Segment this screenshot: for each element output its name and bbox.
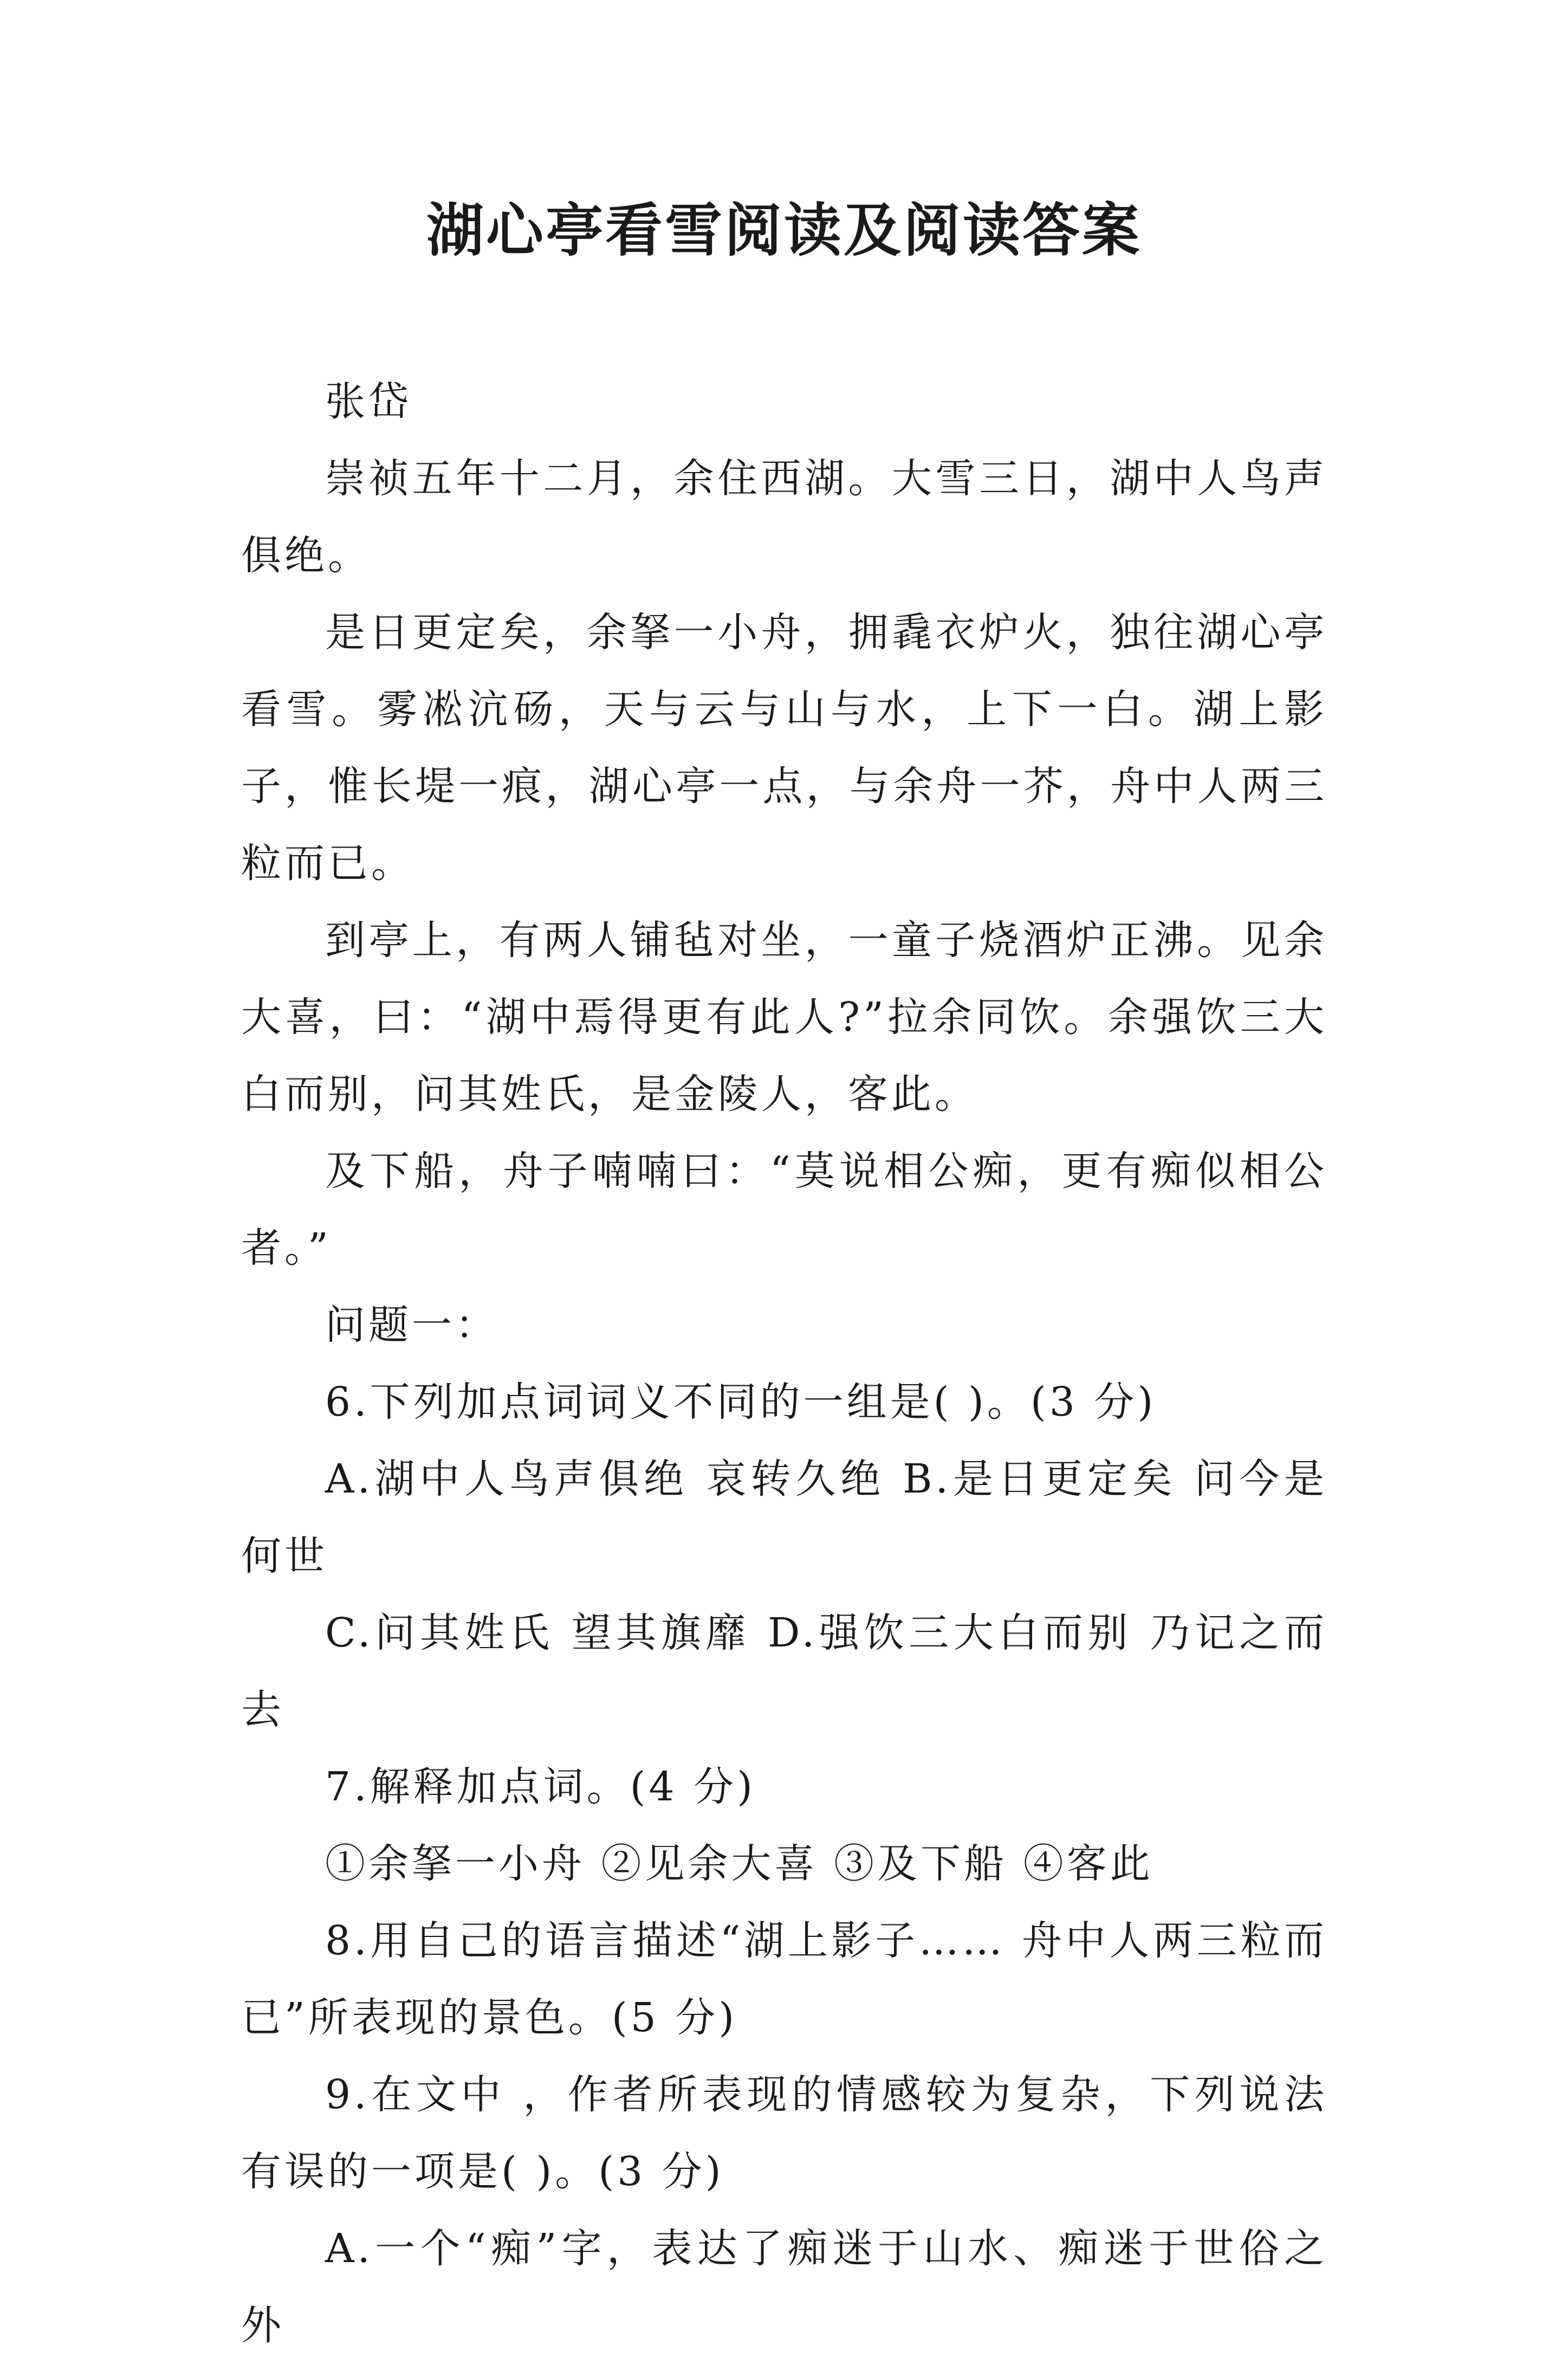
- question-9: 9.在文中 ，作者所表现的情感较为复杂，下列说法有误的一项是( )。(3 分): [241, 2071, 1327, 2195]
- question-7: 7.解释加点词。(4 分): [325, 1764, 756, 1810]
- question-7-items: ①余拏一小舟 ②见余大喜 ③及下船 ④客此: [325, 1840, 1154, 1887]
- paragraph-pavilion: 到亭上，有两人铺毡对坐，一童子烧酒炉正沸。见余大喜，曰：“湖中焉得更有此人?”拉余同饮。余强饮三大白而别，问其姓氏，是金陵人，客此。: [241, 917, 1327, 1118]
- paragraph-opening: 崇祯五年十二月，余住西湖。大雪三日，湖中人鸟声俱绝。: [241, 455, 1327, 579]
- question-8: 8.用自己的语言描述“湖上影子…… 舟中人两三粒而已”所表现的景色。(5 分): [241, 1917, 1327, 2041]
- question-6: 6.下列加点词词义不同的一组是( )。(3 分): [325, 1379, 1157, 1425]
- author-line: 张岱: [325, 378, 412, 425]
- question-9-option-a: A.一个“痴”字，表达了痴迷于山水、痴迷于世俗之外: [241, 2225, 1327, 2349]
- paragraph-boatman: 及下船，舟子喃喃曰：“莫说相公痴，更有痴似相公者。”: [241, 1148, 1327, 1271]
- question-6-options-cd: C.问其姓氏 望其旗靡 D.强饮三大白而别 乃记之而去: [241, 1610, 1327, 1733]
- question-6-options-ab: A.湖中人鸟声俱绝 哀转久绝 B.是日更定矣 问今是何世: [241, 1456, 1327, 1579]
- paragraph-snow-scene: 是日更定矣，余拏一小舟，拥毳衣炉火，独往湖心亭看雪。雾凇沆砀，天与云与山与水，上下一白。湖上影子，惟长堤一痕，湖心亭一点，与余舟一芥，舟中人两三粒而已。: [241, 609, 1327, 887]
- document-title: 湖心亭看雪阅读及阅读答案: [426, 196, 1142, 264]
- question-section-heading: 问题一：: [325, 1302, 498, 1348]
- document-body: [241, 363, 1327, 2364]
